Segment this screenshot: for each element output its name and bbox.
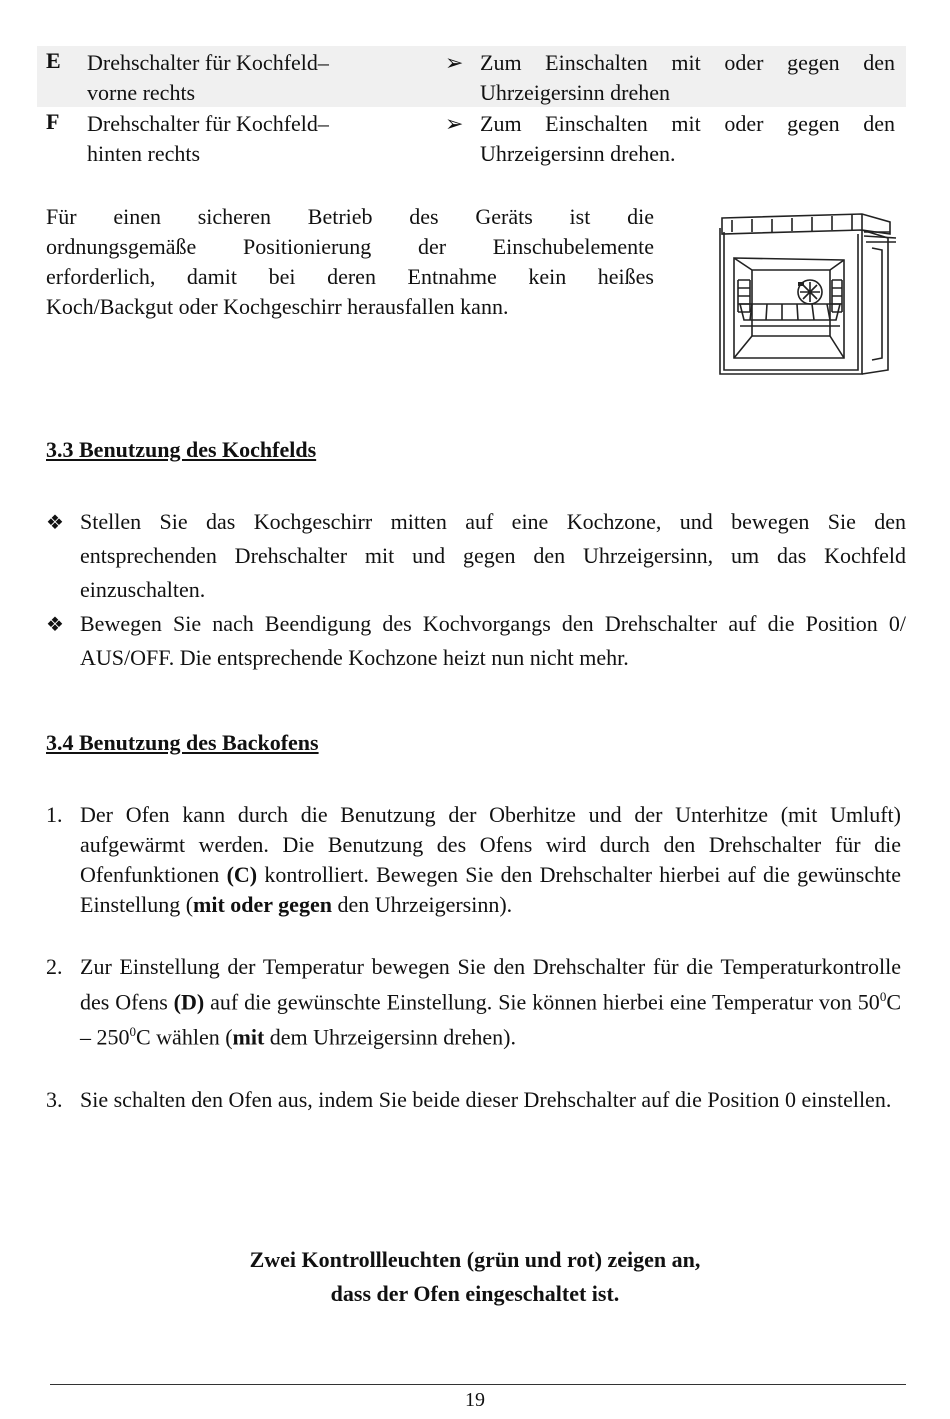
superscript: 0 bbox=[129, 1024, 136, 1040]
numbered-list bbox=[46, 800, 901, 1115]
intro-line: Koch/Backgut oder Kochgeschirr herausfallen kann. bbox=[46, 294, 509, 319]
list-item bbox=[46, 607, 906, 675]
table-row bbox=[37, 107, 906, 168]
bullet-list bbox=[46, 505, 906, 675]
row-description-line: Drehschalter für Kochfeld– bbox=[87, 50, 329, 75]
item-text: kontrolliert. Bewegen Sie den Drehschalter hierbei auf die gewünschte Einstellung ( bbox=[80, 862, 901, 917]
arrow-bullet-icon: ➢ bbox=[445, 111, 464, 136]
intro-line: Für einen sicheren Betrieb des Geräts ist die bbox=[46, 204, 654, 229]
item-bold-text: (C) bbox=[226, 862, 258, 887]
bullet-text: Stellen Sie das Kochgeschirr mitten auf eine Kochzone, und bewegen Sie den entsprechenden Drehschalter mit und gegen den Uhrzeigersinn, um das Kochfeld einzuschalten. bbox=[80, 509, 906, 602]
list-item bbox=[46, 505, 906, 607]
item-text: Der Ofen kann durch die Benutzung der Oberhitze und der Unterhitze (mit Umluft) aufgewärmt werden. Die Benutzung des Ofens wird durch den Drehschalter für die Ofenfunktionen bbox=[80, 802, 901, 887]
row-description-line: hinten rechts bbox=[87, 141, 201, 166]
item-bold-text: mit oder gegen bbox=[193, 892, 332, 917]
item-text: Zur Einstellung der Temperatur bewegen Sie den Drehschalter für die Temperaturkontrolle des Ofens bbox=[80, 954, 901, 1015]
intro-paragraph bbox=[46, 202, 654, 322]
item-bold-text: mit bbox=[232, 1024, 265, 1050]
row-description-line: vorne rechts bbox=[87, 80, 196, 105]
oven-illustration-icon bbox=[712, 208, 902, 380]
row-description bbox=[87, 109, 407, 169]
row-letter: E bbox=[46, 48, 61, 73]
item-bold-text: (D) bbox=[173, 989, 205, 1015]
item-text: dem Uhrzeigersinn drehen). bbox=[264, 1024, 516, 1050]
intro-line: ordnungsgemäße Positionierung der Einschubelemente bbox=[46, 234, 654, 259]
row-action: Zum Einschalten mit oder gegen den Uhrzeigersinn drehen bbox=[480, 50, 895, 105]
item-number: 3. bbox=[46, 1086, 63, 1112]
table-row bbox=[37, 46, 906, 107]
section-heading: 3.3 Benutzung des Kochfelds bbox=[46, 437, 317, 462]
item-text: den Uhrzeigersinn). bbox=[331, 892, 513, 917]
row-description bbox=[87, 48, 407, 108]
list-item bbox=[46, 952, 901, 1053]
section-heading: 3.4 Benutzung des Backofens bbox=[46, 730, 319, 755]
closing-note bbox=[0, 1243, 950, 1311]
controls-table bbox=[37, 46, 906, 168]
diamond-bullet-icon: ❖ bbox=[46, 612, 64, 636]
diamond-bullet-icon: ❖ bbox=[46, 510, 64, 534]
superscript: 0 bbox=[879, 989, 887, 1004]
arrow-bullet-icon: ➢ bbox=[445, 50, 464, 75]
item-text: Sie schalten den Ofen aus, indem Sie beide dieser Drehschalter auf die Position 0 einstellen. bbox=[80, 1086, 892, 1112]
intro-line: erforderlich, damit bei deren Entnahme kein heißes bbox=[46, 264, 654, 289]
item-text: C – 250 bbox=[80, 989, 901, 1050]
list-item bbox=[46, 800, 901, 920]
closing-line: Zwei Kontrollleuchten (grün und rot) zeigen an, bbox=[249, 1247, 701, 1272]
closing-line: dass der Ofen eingeschaltet ist. bbox=[330, 1281, 620, 1306]
bullet-text: Bewegen Sie nach Beendigung des Kochvorgangs den Drehschalter auf die Position 0/ AUS/OFF. Die entsprechende Kochzone heizt nun nicht mehr. bbox=[80, 611, 906, 670]
item-number: 1. bbox=[46, 802, 63, 827]
footer-divider bbox=[50, 1384, 906, 1385]
item-number: 2. bbox=[46, 954, 63, 979]
item-text: auf die gewünschte Einstellung. Sie können hierbei eine Temperatur von 50 bbox=[204, 989, 880, 1015]
row-description-line: Drehschalter für Kochfeld– bbox=[87, 111, 329, 136]
page-number: 19 bbox=[465, 1389, 485, 1411]
row-letter: F bbox=[46, 109, 60, 134]
list-item bbox=[46, 1085, 901, 1115]
row-action: Zum Einschalten mit oder gegen den Uhrzeigersinn drehen. bbox=[480, 111, 895, 166]
item-text: C wählen ( bbox=[136, 1024, 233, 1050]
